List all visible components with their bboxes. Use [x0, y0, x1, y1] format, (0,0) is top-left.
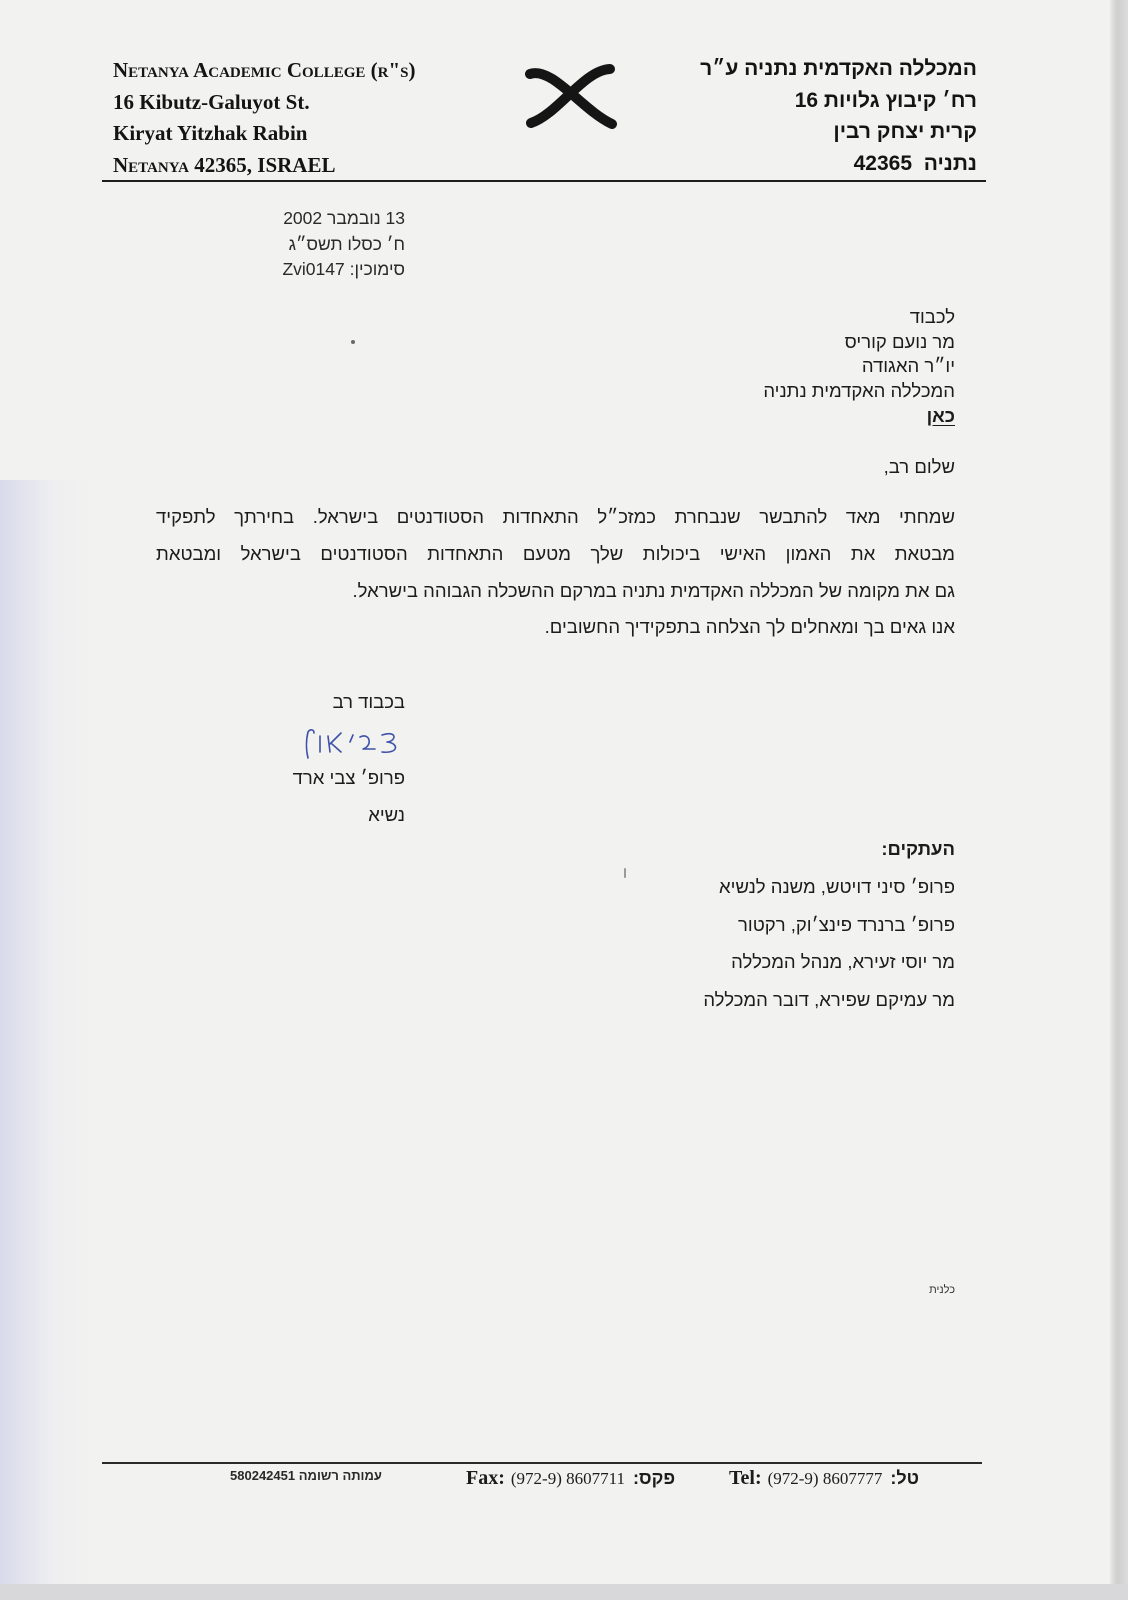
typist-initials: כלנית — [929, 1284, 955, 1296]
body-word: מבטאת — [894, 542, 955, 564]
letterhead-hebrew — [700, 53, 977, 180]
scan-edge-bottom — [0, 1584, 1128, 1600]
letter-body — [156, 499, 955, 646]
recipient-to: לכבוד — [909, 306, 955, 327]
copies-heading: העתקים: — [881, 838, 955, 859]
scan-shading-left — [0, 480, 95, 1600]
registration-number: עמותה רשומה 580242451 — [230, 1468, 382, 1483]
handwritten-signature — [298, 724, 410, 762]
body-word: ומבטאת — [156, 542, 222, 564]
recipient-organization: המכללה האקדמית נתניה — [763, 380, 955, 402]
body-word: את — [850, 542, 876, 564]
body-word: כמזכ״ל — [597, 506, 657, 527]
district-english: Kiryat Yitzhak Rabin — [113, 121, 308, 146]
body-word: לתפקיד — [156, 506, 216, 527]
signer-title: נשיא — [368, 804, 405, 825]
body-line — [156, 536, 955, 573]
body-word: בישראל — [240, 542, 301, 564]
body-word: מאד — [845, 506, 881, 527]
scan-speck — [351, 340, 355, 344]
body-word: הסטודנטים — [320, 542, 408, 564]
body-line: גם את מקומה של המכללה האקדמית נתניה במרקם ההשכלה הגבוהה בישראל. — [352, 579, 955, 601]
recipient-block — [763, 305, 955, 429]
recipient-location: כאן — [926, 404, 955, 426]
tel-label-english: Tel: — [729, 1467, 762, 1489]
body-word: ביכולות — [642, 542, 701, 564]
city-name-english: Netanya — [113, 153, 190, 178]
body-word: הסטודנטים — [396, 506, 484, 527]
tel-label-hebrew: טל: — [890, 1468, 920, 1488]
body-word: האמון — [785, 542, 832, 564]
reference-number: סימוכין: Zvi0147 — [282, 259, 405, 279]
body-word: התאחדות — [502, 506, 579, 527]
body-line: אנו גאים בך ומאחלים לך הצלחה בתפקידיך החשובים. — [544, 616, 955, 638]
college-name-english: Netanya Academic College (r"s) — [113, 58, 416, 82]
college-name-hebrew: המכללה האקדמית נתניה ע״ר — [700, 57, 977, 80]
greeting: שלום רב, — [883, 456, 955, 477]
body-word: בחירתך — [234, 506, 295, 527]
fax-label-hebrew: פקס: — [633, 1468, 676, 1488]
body-word: בישראל. — [312, 506, 379, 527]
street-english: 16 Kibutz-Galuyot St. — [113, 89, 310, 114]
date-gregorian: 13 נובמבר 2002 — [283, 208, 405, 228]
footer-tel — [729, 1467, 919, 1493]
street-hebrew: רח׳ קיבוץ גלויות 16 — [794, 88, 977, 112]
body-word: האישי — [719, 542, 767, 564]
body-line — [156, 499, 955, 536]
scan-speck — [624, 868, 626, 878]
body-word: להתבשר — [759, 506, 828, 527]
city-hebrew: נתניה 42365 — [853, 152, 977, 176]
copy-recipient: פרופ׳ ברנרד פינצ׳וק, רקטור — [738, 913, 955, 935]
footer-divider — [102, 1462, 982, 1464]
body-word: התאחדות — [427, 542, 504, 564]
signer-name: פרופ׳ צבי ארד — [292, 767, 405, 788]
fax-number: (972-9) 8607711 — [510, 1469, 625, 1488]
letterhead-divider — [102, 180, 986, 182]
body-word: שמחתי — [899, 506, 955, 527]
sign-off: בכבוד רב — [332, 691, 405, 712]
body-word: שלך — [590, 542, 624, 564]
footer-fax — [466, 1467, 675, 1493]
recipient-title: יו״ר האגודה — [861, 355, 955, 377]
dateline — [282, 206, 405, 283]
body-word: מטעם — [522, 542, 571, 564]
aleph-logo-icon — [522, 62, 618, 132]
copy-recipient: מר יוסי זעירא, מנהל המכללה — [731, 951, 955, 972]
letterhead-english — [113, 55, 415, 182]
city-postcode-english: 42365, ISRAEL — [194, 153, 336, 178]
recipient-name: מר נועם קוריס — [844, 330, 955, 352]
copy-recipient: פרופ׳ סיני דויטש, משנה לנשיא — [719, 876, 955, 897]
body-word: שנבחרת — [674, 506, 741, 527]
scan-edge-right — [1110, 0, 1128, 1600]
city-english — [113, 150, 415, 182]
tel-number: (972-9) 8607777 — [767, 1469, 883, 1488]
date-hebrew: ח׳ כסלו תשס״ג — [288, 233, 405, 254]
district-hebrew: קרית יצחק רבין — [833, 120, 977, 144]
copies-list — [703, 868, 955, 1018]
fax-label-english: Fax: — [466, 1467, 505, 1489]
copy-recipient: מר עמיקם שפירא, דובר המכללה — [703, 988, 955, 1010]
